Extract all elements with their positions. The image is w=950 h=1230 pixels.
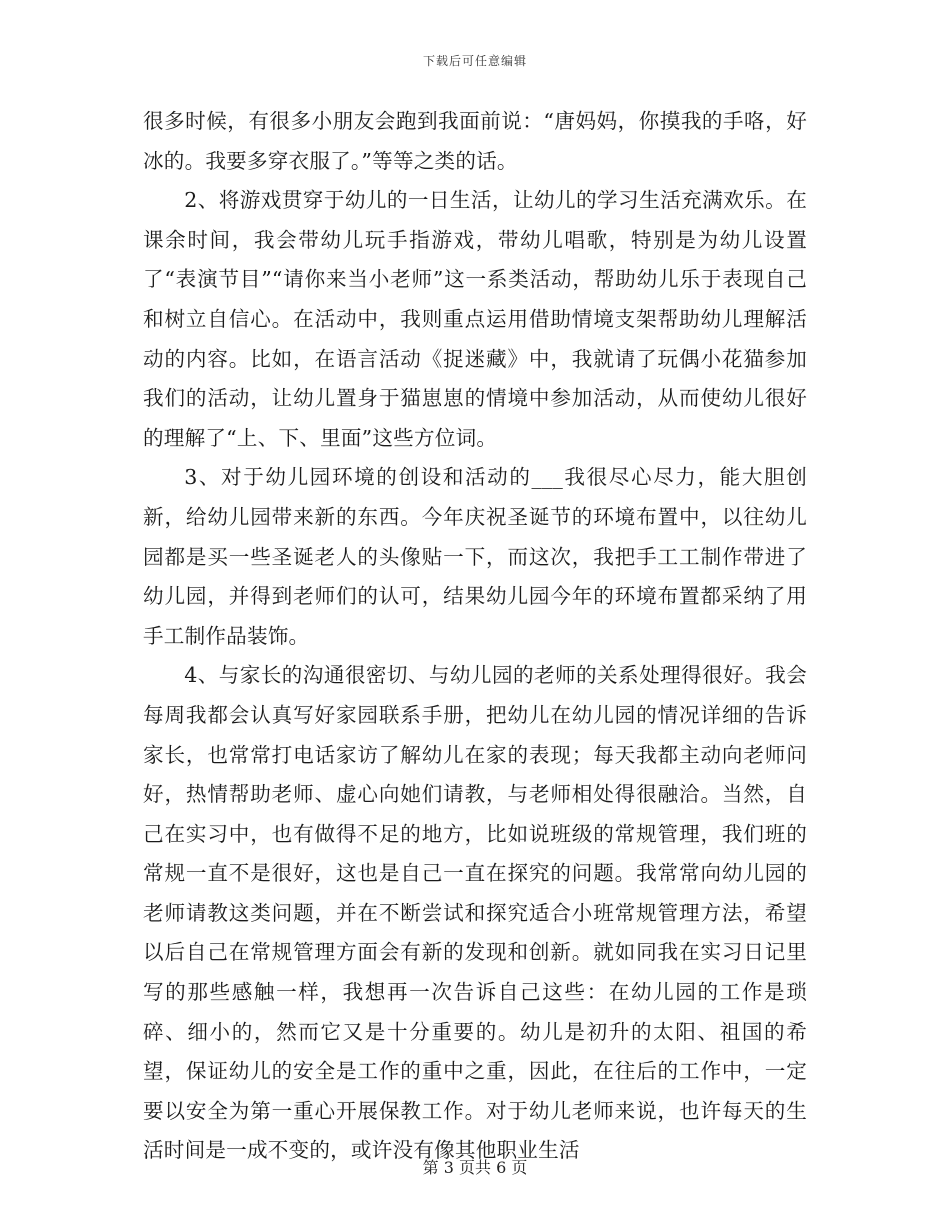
page-footer: 第 3 页共 6 页 [422,1158,528,1177]
paragraph-item-3: 3、对于幼儿园环境的创设和活动的___我很尽心尽力，能大胆创新，给幼儿园带来新的东西。今年庆祝圣诞节的环境布置中，以往幼儿园都是买一些圣诞老人的头像贴一下，而这次，我把手工工制作带进了幼儿园，并得到老师们的认可，结果幼儿园今年的环境布置都采纳了用手工制作品装饰。 [143,465,807,648]
paragraph-item-2: 2、将游戏贯穿于幼儿的一日生活，让幼儿的学习生活充满欢乐。在课余时间，我会带幼儿玩手指游戏，带幼儿唱歌，特别是为幼儿设置了“表演节目”“请你来当小老师”这一系类活动，帮助幼儿乐于表现自己和树立自信心。在活动中，我则重点运用借助情境支架帮助幼儿理解活动的内容。比如，在语言活动《捉迷藏》中，我就请了玩偶小花猫参加我们的活动，让幼儿置身于猫崽崽的情境中参加活动，从而使幼儿很好的理解了“上、下、里面”这些方位词。 [143,188,807,450]
page-header: 下载后可任意编辑 [422,54,527,68]
paragraph-item-4: 4、与家长的沟通很密切、与幼儿园的老师的关系处理得很好。我会每周我都会认真写好家园联系手册，把幼儿在幼儿园的情况详细的告诉家长，也常常打电话家访了解幼儿在家的表现；每天我都主动向老师问好，热情帮助老师、虚心向她们请教，与老师相处得很融洽。当然，自己在实习中，也有做得不足的地方，比如说班级的常规管理，我们班的常规一直不是很好，这也是自己一直在探究的问题。我常常向幼儿园的老师请教这类问题，并在不断尝试和探究适合小班常规管理方法，希望以后自己在常规管理方面会有新的发现和创新。就如同我在实习日记里写的那些感触一样，我想再一次告诉自己这些：在幼儿园的工作是琐碎、细小的，然而它又是十分重要的。幼儿是初升的太阳、祖国的希望，保证幼儿的安全是工作的重中之重，因此，在往后的工作中，一定要以安全为第一重心开展保教工作。对于幼儿老师来说，也许每天的生活时间是一成不变的，或许没有像其他职业生活 [143,663,807,1163]
paragraph-continuation: 很多时候，有很多小朋友会跑到我面前说：“唐妈妈，你摸我的手咯，好冰的。我要多穿衣服了。”等等之类的话。 [143,109,807,173]
document-body [143,102,807,1171]
